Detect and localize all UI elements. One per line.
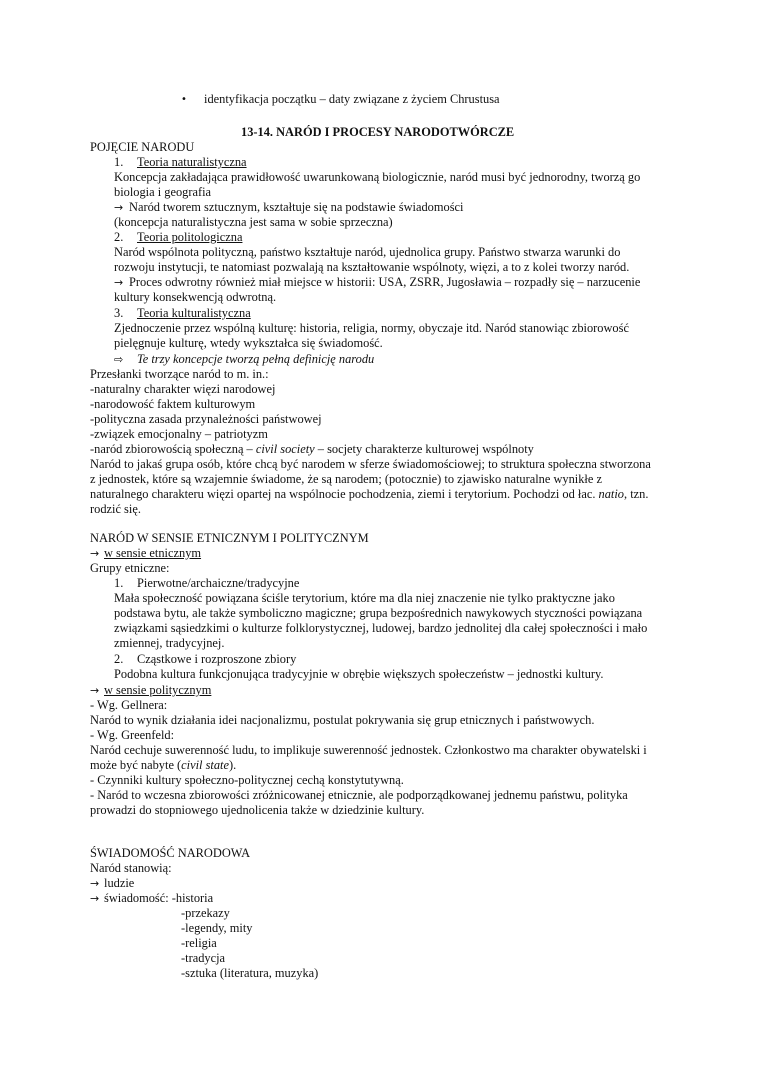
political-sense-heading: w sensie politycznym [104,683,212,697]
list-number: 2. [114,652,124,666]
group-primitive-title: Pierwotne/archaiczne/tradycyjne [137,576,300,590]
author-label: - Wg. Gellnera: [90,698,168,712]
paragraph-line: Naród to wynik działania idei nacjonalizmu, postulat pokrywania się grup etnicznych i państwowych. [90,713,595,727]
arrow-icon: → [90,684,100,697]
text-run: -naród zbiorowością społeczną – [90,442,256,456]
paragraph-line: Naród wspólnota polityczną, państwo kształtuje naród, ujednolica grupy. Państwo stwarza warunki do [114,245,621,259]
section-title-ethnic-political: NARÓD W SENSIE ETNICZNYM I POLITYCZNYM [90,531,369,545]
paragraph-line: z jednostek, które są wzajemnie świadome, że są narodem; (potocznie) to zjawisko naturalne wynikłe z [90,472,602,486]
theory-cultural-title: Teoria kulturalistyczna [137,306,251,320]
paragraph-line: rodzić się. [90,502,141,516]
list-item: -przekazy [181,906,230,920]
arrow-icon: → [90,892,100,905]
text-run: ). [229,758,237,772]
paragraph-line: biologia i geografia [114,185,212,199]
theory-naturalistic-title: Teoria naturalistyczna [137,155,247,169]
groups-title: Grupy etniczne: [90,561,170,575]
group-partial-title: Cząstkowe i rozproszone zbiory [137,652,297,666]
list-item: świadomość: -historia [104,891,214,905]
arrow-icon: → [114,201,124,214]
list-number: 2. [114,230,124,244]
text-run: , tzn. [624,487,649,501]
list-item: -narodowość faktem kulturowym [90,397,256,411]
paragraph-line: Naród cechuje suwerenność ludu, to implikuje suwerenność jednostek. Członkostwo ma charakter obywatelski i [90,743,647,757]
list-item: -polityczna zasada przynależności państwowej [90,412,322,426]
paragraph-line: Koncepcja zakładająca prawidłowość uwarunkowaną biologicznie, naród musi być jednorodny, tworzą go [114,170,641,184]
list-number: 1. [114,576,124,590]
text-run: – socjety charakterze kulturowej wspólnoty [314,442,534,456]
paragraph-line: zmiennej, tradycyjnej. [114,636,225,650]
page-title: 13-14. NARÓD I PROCESY NARODOTWÓRCZE [241,125,515,139]
paragraph-line: Proces odwrotny również miał miejsce w historii: USA, ZSRR, Jugosławia – rozpadły się – narzucenie [129,275,641,289]
arrow-icon: → [114,276,124,289]
paragraph-line: Naród stanowią: [90,861,172,875]
author-label: - Wg. Greenfeld: [90,728,175,742]
list-item: -związek emocjonalny – patriotyzm [90,427,268,441]
paragraph-line: - Czynniki kultury społeczno-politycznej cechą konstytutywną. [90,773,404,787]
paragraph-line: (koncepcja naturalistyczna jest sama w sobie sprzeczna) [114,215,393,229]
paragraph-line: - Naród to wczesna zbiorowości zróżnicowanej etnicznie, ale podporządkowanej jednemu państwu, polityka [90,788,628,802]
paragraph-line: Podobna kultura funkcjonująca tradycyjnie w obrębie większych społeczeństw – jednostki kultury. [114,667,604,681]
list-item: -legendy, mity [181,921,253,935]
list-item: -sztuka (literatura, muzyka) [181,966,319,980]
paragraph-line: podstawa bytu, ale także symboliczno magiczne; grupa bezpośrednich nawykowych styczności powiązana [114,606,643,620]
paragraph-line: Zjednoczenie przez wspólną kulturę: historia, religia, normy, obyczaje itd. Naród stanowiąc zbiorowość [114,321,629,335]
list-item: -naturalny charakter więzi narodowej [90,382,276,396]
paragraph-line [90,487,648,502]
theories-note: Te trzy koncepcje tworzą pełną definicję narodu [137,352,375,366]
text-run-italic: natio [598,487,625,501]
paragraph-line: związkami sąsiedzkimi o kulturze folklorystycznej, ludowej, bardzo jednolitej dla całej społeczności i mało [114,621,648,635]
theory-political-title: Teoria politologiczna [137,230,243,244]
arrow-icon: → [90,547,100,560]
text-run: naturalnego charakteru więzi opartej na wspólnocie pochodzenia, ziemi i terytorium. Pochodzi od łac. [90,487,599,501]
bullet-text: identyfikacja początku – daty związane z życiem Chrustusa [204,92,500,106]
paragraph-line: kultury konsekwencją odwrotną. [114,290,277,304]
paragraph-line: Naród to jakaś grupa osób, które chcą być narodem w sferze świadomościowej; to struktura społeczna stworzona [90,457,651,471]
list-item: ludzie [104,876,135,890]
list-item: -tradycja [181,951,226,965]
text-run: może być nabyte ( [90,758,182,772]
premises-title: Przesłanki tworzące naród to m. in.: [90,367,269,381]
bullet-icon: • [181,94,187,105]
paragraph-line: Naród tworem sztucznym, kształtuje się na podstawie świadomości [129,200,464,214]
ethnic-sense-heading: w sensie etnicznym [104,546,202,560]
paragraph-line: Mała społeczność powiązana ściśle terytorium, które ma dla niej znaczenie nie tylko praktyczne jako [114,591,615,605]
list-item: -religia [181,936,217,950]
hollow-arrow-icon: ⇨ [114,353,124,366]
text-run-italic: civil state [181,758,229,772]
paragraph-line [90,758,236,773]
list-number: 3. [114,306,124,320]
paragraph-line: pielęgnuje kulturę, wtedy wykształca się świadomość. [114,336,383,350]
text-run-italic: civil society [255,442,315,456]
paragraph-line: rozwoju instytucji, te natomiast pozwalają na kształtowanie wspólnoty, więzi, a to z kolei tworzy naród. [114,260,630,274]
list-number: 1. [114,155,124,169]
section-title-concept: POJĘCIE NARODU [90,140,195,154]
arrow-icon: → [90,877,100,890]
list-item [90,442,534,457]
section-title-awareness: ŚWIADOMOŚĆ NARODOWA [90,846,251,860]
paragraph-line: prowadzi do stopniowego ujednolicenia także w dziedzinie kultury. [90,803,425,817]
